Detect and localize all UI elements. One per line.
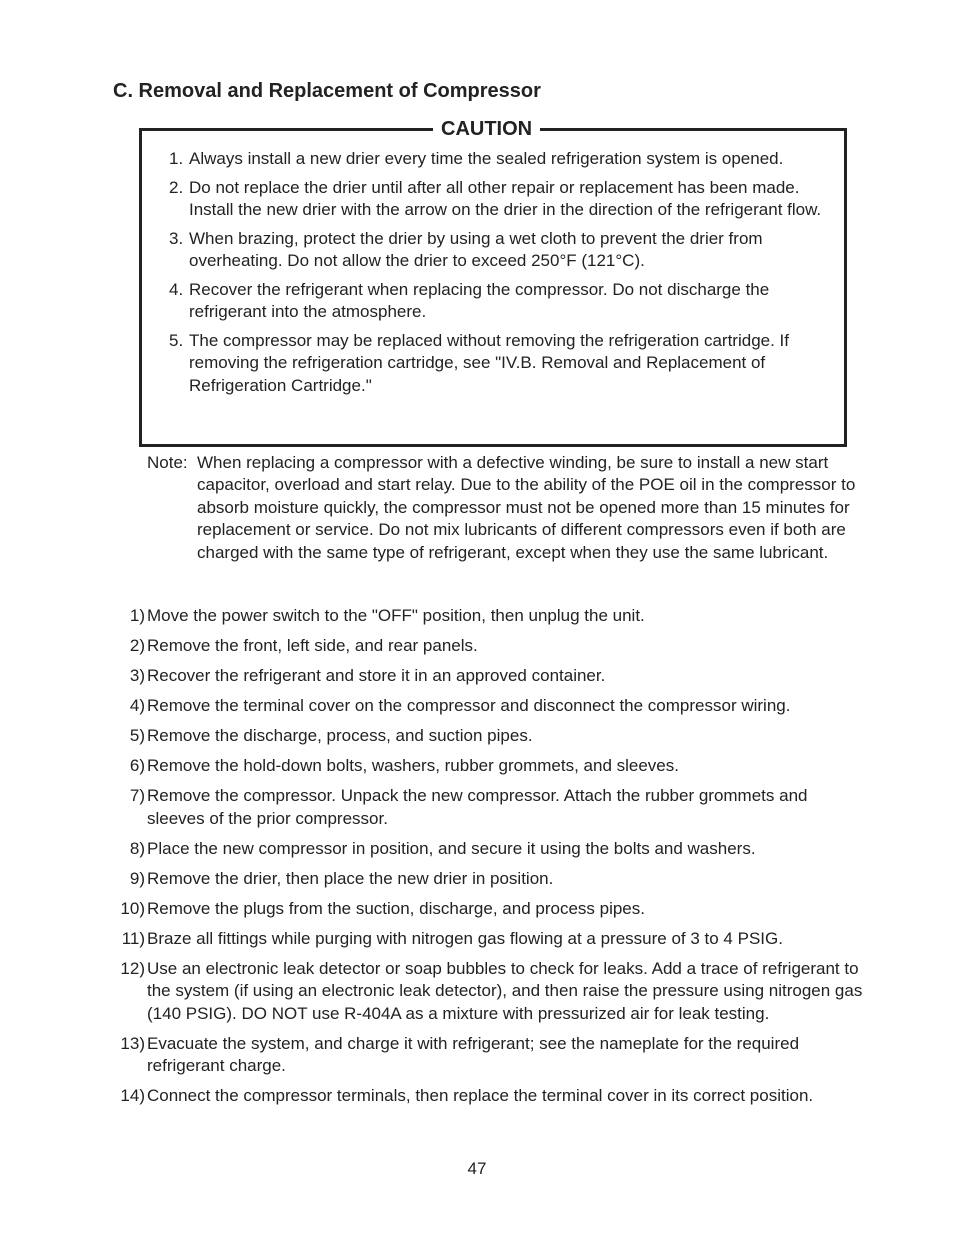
note-label: Note: (147, 453, 188, 472)
step-item (113, 898, 863, 921)
step-text: Place the new compressor in position, and secure it using the bolts and washers. (147, 838, 756, 858)
step-text: Remove the hold-down bolts, washers, rubber grommets, and sleeves. (147, 756, 679, 775)
step-number: 14) (120, 1086, 145, 1105)
section-heading: C. Removal and Replacement of Compressor (113, 80, 541, 102)
caution-list (169, 148, 829, 403)
caution-item (169, 177, 829, 222)
step-item (113, 868, 863, 891)
caution-item (169, 330, 829, 398)
caution-item-number: 5. (169, 330, 184, 350)
caution-title: CAUTION (433, 116, 540, 142)
step-number: 2) (129, 636, 145, 655)
step-text: Recover the refrigerant and store it in an approved container. (147, 666, 606, 685)
caution-item-text: Always install a new drier every time the sealed refrigeration system is opened. (189, 149, 784, 168)
step-item (113, 1033, 863, 1078)
caution-item (169, 228, 829, 273)
step-text: Use an electronic leak detector or soap bubbles to check for leaks. Add a trace of refrigerant to the system (if using an electronic leak detector), and then raise the pressure using nitrogen gas (140 PSIG). DO NOT use R-404A as a mixture with pressurized air for leak testing. (147, 958, 863, 1023)
step-item (113, 1085, 863, 1108)
note-text: When replacing a compressor with a defective winding, be sure to install a new start capacitor, overload and start relay. Due to the ability of the POE oil in the compressor to absorb moisture quickly, the compressor must not be opened more than 15 minutes for replacement or service. Do not mix lubricants of different compressors even if both are charged with the same type of refrigerant, except when they use the same lubricant. (197, 453, 856, 562)
step-number: 7) (129, 786, 145, 805)
step-number: 8) (129, 838, 145, 858)
caution-item-number: 4. (169, 279, 184, 299)
step-text: Move the power switch to the "OFF" position, then unplug the unit. (147, 606, 645, 625)
step-item (113, 928, 863, 951)
step-number: 12) (120, 958, 145, 978)
caution-item (169, 279, 829, 324)
step-item (113, 665, 863, 688)
step-text: Remove the discharge, process, and suction pipes. (147, 726, 533, 745)
caution-item-text: Do not replace the drier until after all other repair or replacement has been made. Install the new drier with the arrow on the drier in the direction of the refrigerant flow. (189, 177, 822, 219)
step-item (113, 695, 863, 718)
step-item (113, 755, 863, 778)
step-number: 9) (129, 868, 145, 888)
step-item (113, 838, 863, 861)
step-number: 5) (129, 726, 145, 745)
caution-item-text: The compressor may be replaced without removing the refrigeration cartridge. If removing the refrigeration cartridge, see "IV.B. Removal and Replacement of Refrigeration Cartridge." (189, 330, 789, 395)
procedure-steps (113, 605, 863, 1115)
step-item (113, 635, 863, 658)
caution-item-text: Recover the refrigerant when replacing the compressor. Do not discharge the refrigerant into the atmosphere. (189, 279, 770, 321)
step-number: 13) (120, 1033, 145, 1053)
page-number: 47 (467, 1159, 487, 1178)
note-block (147, 452, 862, 564)
caution-item (169, 148, 829, 171)
step-number: 4) (129, 696, 145, 715)
step-number: 1) (129, 606, 145, 625)
step-text: Braze all fittings while purging with nitrogen gas flowing at a pressure of 3 to 4 PSIG. (147, 928, 783, 948)
caution-item-number: 1. (169, 149, 184, 168)
step-item (113, 725, 863, 748)
step-item (113, 958, 863, 1026)
step-text: Remove the terminal cover on the compressor and disconnect the compressor wiring. (147, 696, 791, 715)
step-text: Connect the compressor terminals, then replace the terminal cover in its correct position. (147, 1086, 814, 1105)
step-item (113, 785, 863, 830)
step-text: Remove the front, left side, and rear panels. (147, 636, 478, 655)
caution-item-number: 3. (169, 228, 184, 248)
step-text: Evacuate the system, and charge it with refrigerant; see the nameplate for the required refrigerant charge. (147, 1033, 800, 1075)
step-text: Remove the compressor. Unpack the new compressor. Attach the rubber grommets and sleeves of the prior compressor. (147, 786, 808, 828)
step-text: Remove the drier, then place the new drier in position. (147, 868, 554, 888)
step-item (113, 605, 863, 628)
step-number: 10) (120, 898, 145, 918)
step-number: 11) (121, 928, 145, 948)
caution-item-text: When brazing, protect the drier by using a wet cloth to prevent the drier from overheating. Do not allow the drier to exceed 250°F (121°C). (189, 228, 763, 270)
caution-item-number: 2. (169, 177, 184, 197)
step-text: Remove the plugs from the suction, discharge, and process pipes. (147, 898, 645, 918)
step-number: 6) (129, 756, 145, 775)
step-number: 3) (129, 666, 145, 685)
